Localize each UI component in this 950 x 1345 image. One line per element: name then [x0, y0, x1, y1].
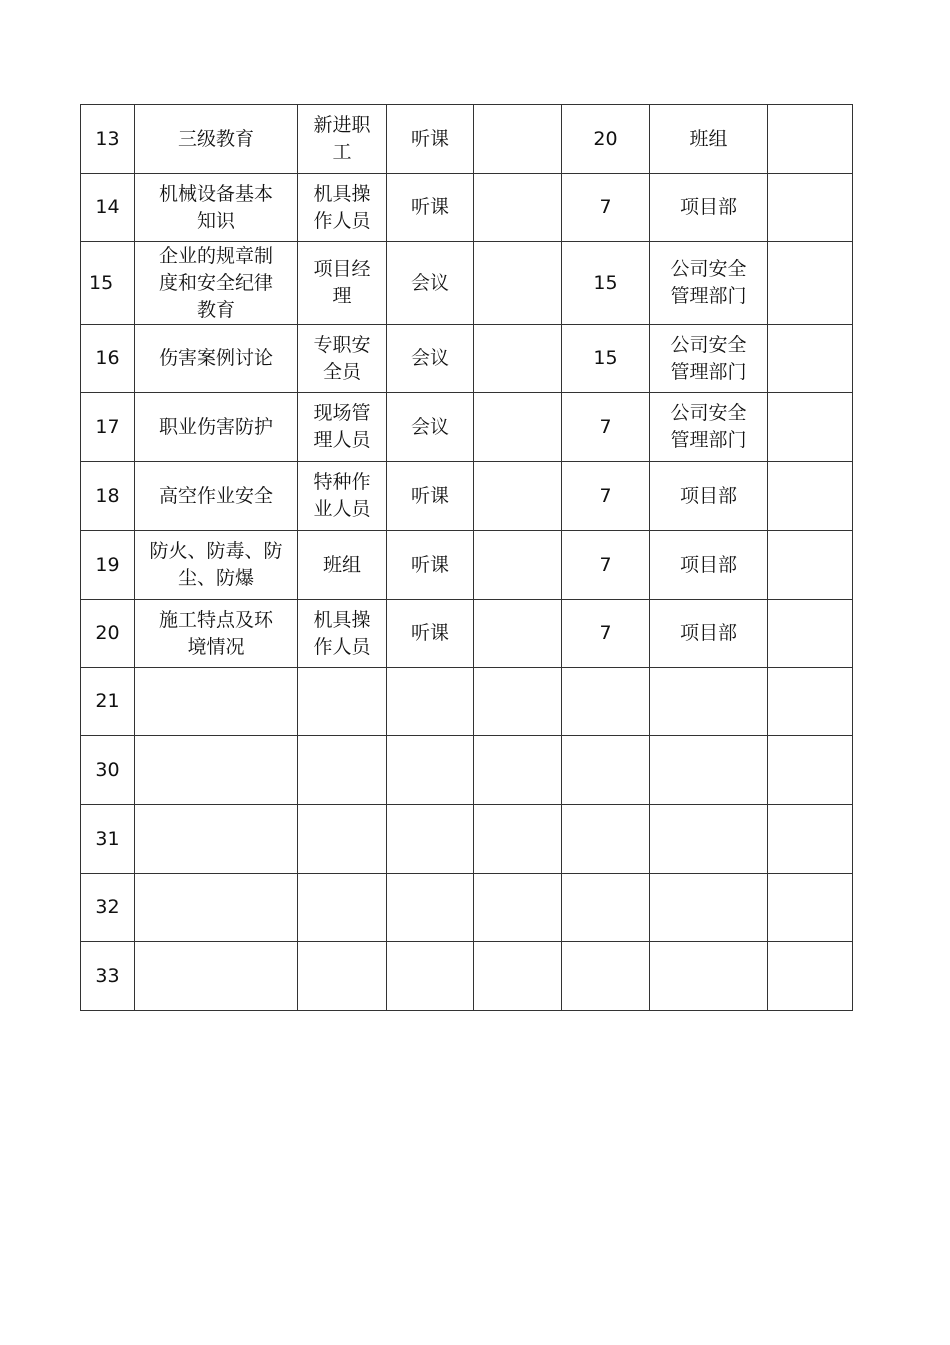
blank-cell: [474, 736, 562, 805]
training-plan-table: [80, 104, 853, 1011]
training-method: 听课: [387, 105, 474, 174]
training-topic: [135, 805, 298, 874]
blank-cell: [474, 393, 562, 462]
training-audience: [298, 942, 387, 1011]
training-topic: 施工特点及环 境情况: [135, 600, 298, 668]
remarks-cell: [768, 325, 853, 393]
responsible-org: [650, 942, 768, 1011]
training-hours: [562, 942, 650, 1011]
training-hours: 7: [562, 531, 650, 600]
training-audience: [298, 874, 387, 942]
table-row: [81, 805, 853, 874]
row-number: 32: [81, 874, 135, 942]
row-number: 17: [81, 393, 135, 462]
training-topic: [135, 736, 298, 805]
responsible-org: 项目部: [650, 174, 768, 242]
row-number: 21: [81, 668, 135, 736]
blank-cell: [474, 105, 562, 174]
row-number: 15: [81, 242, 135, 325]
responsible-org: [650, 874, 768, 942]
training-topic: 伤害案例讨论: [135, 325, 298, 393]
table-row: [81, 942, 853, 1011]
training-audience: [298, 736, 387, 805]
remarks-cell: [768, 105, 853, 174]
row-number: 16: [81, 325, 135, 393]
training-hours: [562, 874, 650, 942]
training-hours: 15: [562, 325, 650, 393]
responsible-org: 公司安全 管理部门: [650, 325, 768, 393]
row-number: 14: [81, 174, 135, 242]
blank-cell: [474, 325, 562, 393]
training-method: 听课: [387, 600, 474, 668]
training-audience: 机具操 作人员: [298, 174, 387, 242]
remarks-cell: [768, 805, 853, 874]
remarks-cell: [768, 874, 853, 942]
remarks-cell: [768, 531, 853, 600]
training-hours: [562, 736, 650, 805]
remarks-cell: [768, 393, 853, 462]
remarks-cell: [768, 242, 853, 325]
table-row: [81, 174, 853, 242]
training-topic: 高空作业安全: [135, 462, 298, 531]
training-topic: [135, 668, 298, 736]
training-topic: 防火、防毒、防 尘、防爆: [135, 531, 298, 600]
training-hours: 15: [562, 242, 650, 325]
training-audience: 现场管 理人员: [298, 393, 387, 462]
training-hours: 20: [562, 105, 650, 174]
blank-cell: [474, 942, 562, 1011]
row-number: 20: [81, 600, 135, 668]
blank-cell: [474, 462, 562, 531]
table-row: [81, 531, 853, 600]
remarks-cell: [768, 174, 853, 242]
remarks-cell: [768, 462, 853, 531]
training-hours: 7: [562, 600, 650, 668]
training-audience: [298, 805, 387, 874]
training-audience: 特种作 业人员: [298, 462, 387, 531]
training-audience: 班组: [298, 531, 387, 600]
training-method: 听课: [387, 462, 474, 531]
table-row: [81, 105, 853, 174]
training-method: [387, 805, 474, 874]
training-audience: [298, 668, 387, 736]
blank-cell: [474, 874, 562, 942]
responsible-org: 公司安全 管理部门: [650, 393, 768, 462]
remarks-cell: [768, 600, 853, 668]
row-number: 30: [81, 736, 135, 805]
training-hours: 7: [562, 174, 650, 242]
training-method: 听课: [387, 174, 474, 242]
row-number: 18: [81, 462, 135, 531]
training-hours: [562, 668, 650, 736]
training-audience: 项目经 理: [298, 242, 387, 325]
responsible-org: 项目部: [650, 462, 768, 531]
responsible-org: 公司安全 管理部门: [650, 242, 768, 325]
training-method: 会议: [387, 325, 474, 393]
remarks-cell: [768, 736, 853, 805]
training-method: 听课: [387, 531, 474, 600]
responsible-org: 项目部: [650, 531, 768, 600]
table-row: [81, 393, 853, 462]
training-audience: 机具操 作人员: [298, 600, 387, 668]
training-hours: [562, 805, 650, 874]
table-row: [81, 874, 853, 942]
table-row: [81, 242, 853, 325]
training-topic: 企业的规章制 度和安全纪律 教育: [135, 242, 298, 325]
training-method: [387, 668, 474, 736]
table-row: [81, 600, 853, 668]
training-topic: 三级教育: [135, 105, 298, 174]
training-method: 会议: [387, 393, 474, 462]
table-row: [81, 462, 853, 531]
responsible-org: 班组: [650, 105, 768, 174]
row-number: 33: [81, 942, 135, 1011]
training-topic: 职业伤害防护: [135, 393, 298, 462]
training-method: [387, 874, 474, 942]
blank-cell: [474, 242, 562, 325]
training-hours: 7: [562, 462, 650, 531]
table-row: [81, 736, 853, 805]
table-row: [81, 668, 853, 736]
training-method: [387, 942, 474, 1011]
training-topic: [135, 874, 298, 942]
blank-cell: [474, 805, 562, 874]
training-topic: [135, 942, 298, 1011]
training-method: [387, 736, 474, 805]
blank-cell: [474, 174, 562, 242]
responsible-org: [650, 736, 768, 805]
responsible-org: [650, 805, 768, 874]
row-number: 31: [81, 805, 135, 874]
training-audience: 新进职 工: [298, 105, 387, 174]
training-method: 会议: [387, 242, 474, 325]
training-topic: 机械设备基本 知识: [135, 174, 298, 242]
row-number: 13: [81, 105, 135, 174]
training-audience: 专职安 全员: [298, 325, 387, 393]
table-row: [81, 325, 853, 393]
blank-cell: [474, 668, 562, 736]
blank-cell: [474, 600, 562, 668]
blank-cell: [474, 531, 562, 600]
remarks-cell: [768, 668, 853, 736]
responsible-org: [650, 668, 768, 736]
responsible-org: 项目部: [650, 600, 768, 668]
row-number: 19: [81, 531, 135, 600]
remarks-cell: [768, 942, 853, 1011]
training-hours: 7: [562, 393, 650, 462]
